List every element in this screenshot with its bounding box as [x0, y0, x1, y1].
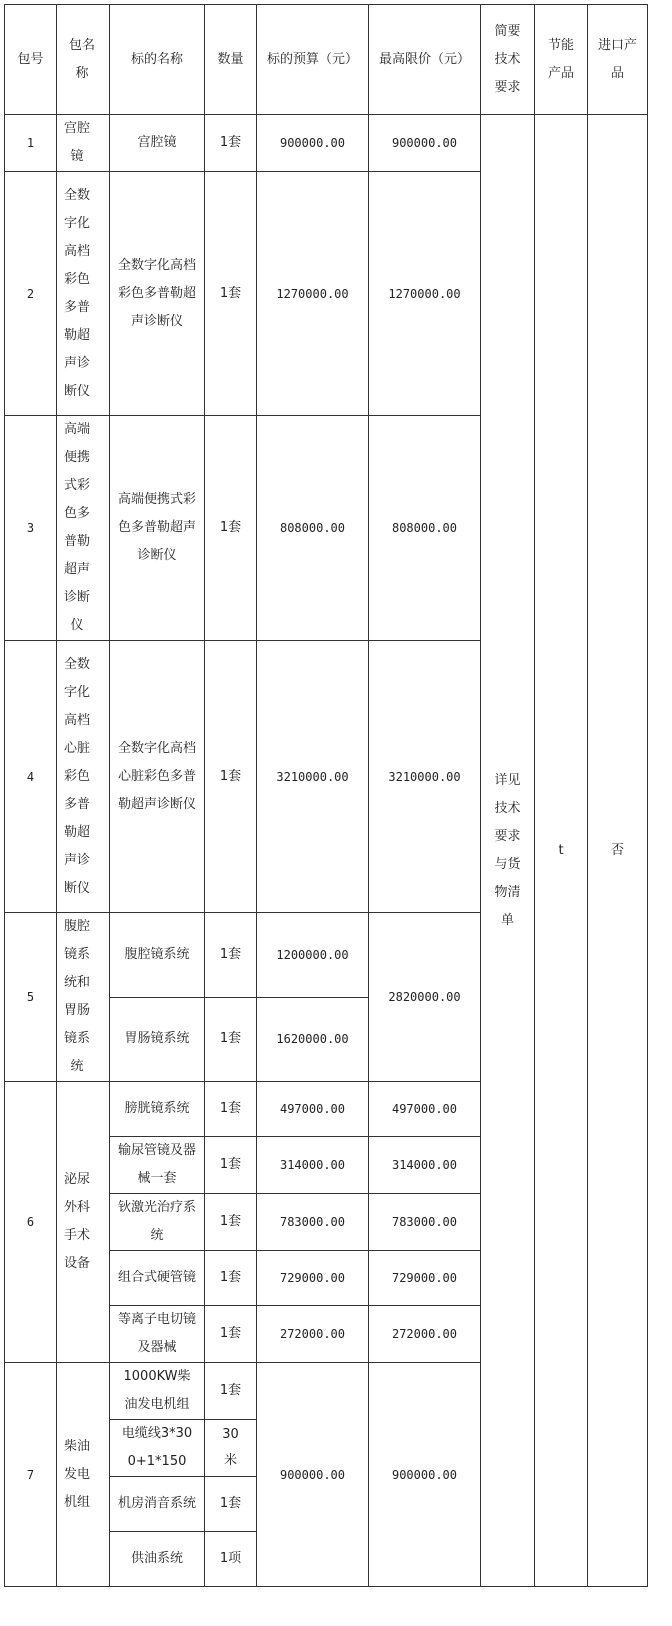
qty-cell: 1套: [205, 997, 257, 1082]
pkg-name-cell: 全数字化高档心脏彩色多普勒超声诊断仪: [57, 641, 110, 913]
table-row: [5, 115, 648, 172]
item-name-cell: 等离子电切镜及器械: [110, 1306, 205, 1363]
budget-cell: 497000.00: [257, 1082, 369, 1137]
item-name-cell: 宫腔镜: [110, 115, 205, 172]
max-price-cell: 900000.00: [369, 115, 481, 172]
max-price-cell: 729000.00: [369, 1251, 481, 1306]
item-name-cell: 全数字化高档心脏彩色多普勒超声诊断仪: [110, 641, 205, 913]
pkg-no-cell: 3: [5, 416, 57, 641]
max-price-cell: 1270000.00: [369, 172, 481, 416]
qty-cell: 1套: [205, 1251, 257, 1306]
item-name-cell: 供油系统: [110, 1532, 205, 1587]
budget-cell: 1200000.00: [257, 913, 369, 998]
energy-cell: t: [535, 115, 588, 1587]
header-energy: 节能产品: [535, 5, 588, 115]
tech-req-cell: 详见技术要求与货物清单: [481, 115, 535, 1587]
item-name-cell: 腹腔镜系统: [110, 913, 205, 998]
item-name-cell: 输尿管镜及器械一套: [110, 1137, 205, 1194]
max-price-cell: 497000.00: [369, 1082, 481, 1137]
pkg-no-cell: 7: [5, 1363, 57, 1587]
max-price-cell: 272000.00: [369, 1306, 481, 1363]
qty-cell: 1套: [205, 1137, 257, 1194]
qty-cell: 1套: [205, 1477, 257, 1532]
max-price-cell: 314000.00: [369, 1137, 481, 1194]
header-budget: 标的预算（元）: [257, 5, 369, 115]
qty-cell: 1套: [205, 1306, 257, 1363]
qty-cell: 1套: [205, 416, 257, 641]
pkg-name-cell: 泌尿外科手术设备: [57, 1082, 110, 1363]
header-tech-req: 简要技术要求: [481, 5, 535, 115]
budget-cell: 783000.00: [257, 1194, 369, 1251]
pkg-no-cell: 4: [5, 641, 57, 913]
qty-cell: 1套: [205, 172, 257, 416]
item-name-cell: 高端便携式彩色多普勒超声诊断仪: [110, 416, 205, 641]
item-name-cell: 膀胱镜系统: [110, 1082, 205, 1137]
import-cell: 否: [588, 115, 648, 1587]
item-name-cell: 电缆线3*300+1*150: [110, 1420, 205, 1477]
max-price-cell: 900000.00: [369, 1363, 481, 1587]
pkg-name-cell: 宫腔镜: [57, 115, 110, 172]
procurement-table: [4, 4, 648, 1587]
qty-cell: 1套: [205, 115, 257, 172]
budget-cell: 314000.00: [257, 1137, 369, 1194]
pkg-name-cell: 全数字化高档彩色多普勒超声诊断仪: [57, 172, 110, 416]
item-name-cell: 组合式硬管镜: [110, 1251, 205, 1306]
item-name-cell: 1000KW柴油发电机组: [110, 1363, 205, 1420]
budget-cell: 3210000.00: [257, 641, 369, 913]
pkg-no-cell: 6: [5, 1082, 57, 1363]
pkg-no-cell: 2: [5, 172, 57, 416]
max-price-cell: 2820000.00: [369, 913, 481, 1082]
item-name-cell: 胃肠镜系统: [110, 997, 205, 1082]
header-max-price: 最高限价（元）: [369, 5, 481, 115]
pkg-name-cell: 柴油发电机组: [57, 1363, 110, 1587]
item-name-cell: 全数字化高档彩色多普勒超声诊断仪: [110, 172, 205, 416]
qty-cell: 1套: [205, 1363, 257, 1420]
max-price-cell: 783000.00: [369, 1194, 481, 1251]
budget-cell: 900000.00: [257, 1363, 369, 1587]
header-item-name: 标的名称: [110, 5, 205, 115]
qty-cell: 1套: [205, 1194, 257, 1251]
header-import: 进口产品: [588, 5, 648, 115]
qty-cell: 1套: [205, 1082, 257, 1137]
qty-cell: 30米: [205, 1420, 257, 1477]
header-pkg-name: 包名称: [57, 5, 110, 115]
qty-cell: 1套: [205, 913, 257, 998]
max-price-cell: 808000.00: [369, 416, 481, 641]
item-name-cell: 钬激光治疗系统: [110, 1194, 205, 1251]
pkg-no-cell: 1: [5, 115, 57, 172]
header-row: [5, 5, 648, 115]
max-price-cell: 3210000.00: [369, 641, 481, 913]
budget-cell: 1620000.00: [257, 997, 369, 1082]
qty-cell: 1项: [205, 1532, 257, 1587]
pkg-name-cell: 高端便携式彩色多普勒超声诊断仪: [57, 416, 110, 641]
item-name-cell: 机房消音系统: [110, 1477, 205, 1532]
budget-cell: 900000.00: [257, 115, 369, 172]
header-pkg-no: 包号: [5, 5, 57, 115]
budget-cell: 729000.00: [257, 1251, 369, 1306]
pkg-no-cell: 5: [5, 913, 57, 1082]
budget-cell: 808000.00: [257, 416, 369, 641]
budget-cell: 1270000.00: [257, 172, 369, 416]
budget-cell: 272000.00: [257, 1306, 369, 1363]
qty-cell: 1套: [205, 641, 257, 913]
header-qty: 数量: [205, 5, 257, 115]
pkg-name-cell: 腹腔镜系统和胃肠镜系统: [57, 913, 110, 1082]
